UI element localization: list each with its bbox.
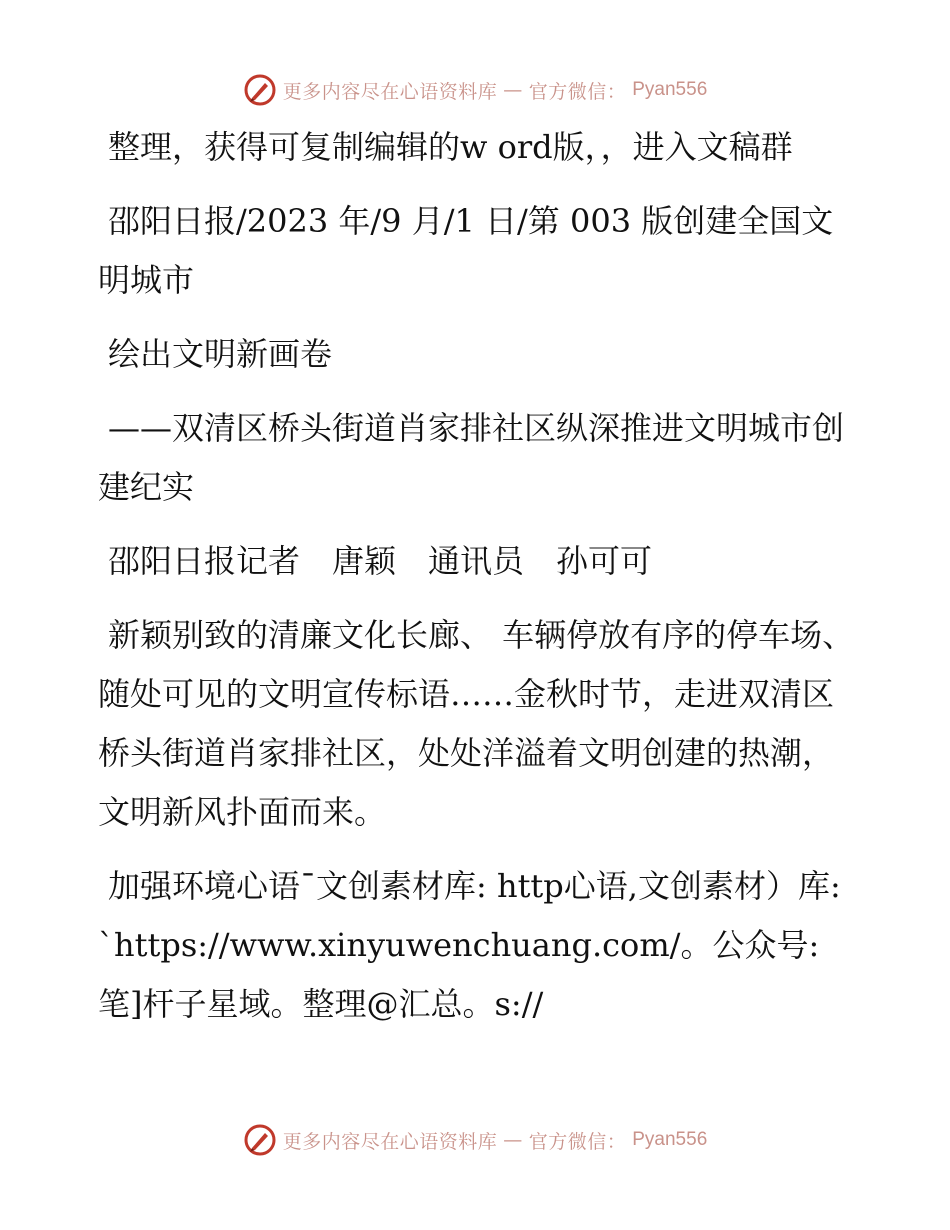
paragraph-body-1: 新颖别致的清廉文化长廊、 车辆停放有序的停车场、 随处可见的文明宣传标语……金秋时节，走进双清区桥头街道肖家排社区，处处洋溢着文明创建的热潮，文明新风扑面而来。 [98, 616, 855, 831]
banner-wechat-id: Pyan556 [632, 1129, 708, 1150]
banner-official-label: 官方微信： [528, 80, 627, 103]
banner-wechat-id: Pyan556 [632, 79, 708, 100]
footer-watermark-banner [0, 1118, 950, 1162]
article-byline: 邵阳日报记者 唐颖 通讯员 孙可可 [108, 542, 653, 580]
paragraph-body-2: 加强环境心语¯文创素材库: http心语,文创素材）库: `https://www.xinyuwenchuang.com/。公众号: 笔]杆子星域。整理@汇总。s:// [98, 867, 841, 1023]
banner-dash: — [503, 79, 523, 101]
article-title: 绘出文明新画卷 [108, 335, 333, 373]
banner-dash: — [503, 1129, 523, 1151]
paragraph-source: 邵阳日报/2023 年/9 月/1 日/第 003 版创建全国文明城市 [98, 202, 834, 299]
banner-official-label: 官方微信： [528, 1130, 627, 1153]
banner-slogan: 更多内容尽在心语资料库 [282, 80, 498, 103]
document-body [98, 118, 858, 1049]
header-watermark-banner [0, 68, 950, 112]
article-subtitle: ——双清区桥头街道肖家排社区纵深推进文明城市创建纪实 [98, 409, 845, 506]
banner-slogan: 更多内容尽在心语资料库 [282, 1130, 498, 1153]
pen-logo-icon [243, 73, 277, 107]
paragraph-intro: 整理，获得可复制编辑的w ord版，，进入文稿群 [108, 128, 793, 166]
pen-logo-icon [243, 1123, 277, 1157]
